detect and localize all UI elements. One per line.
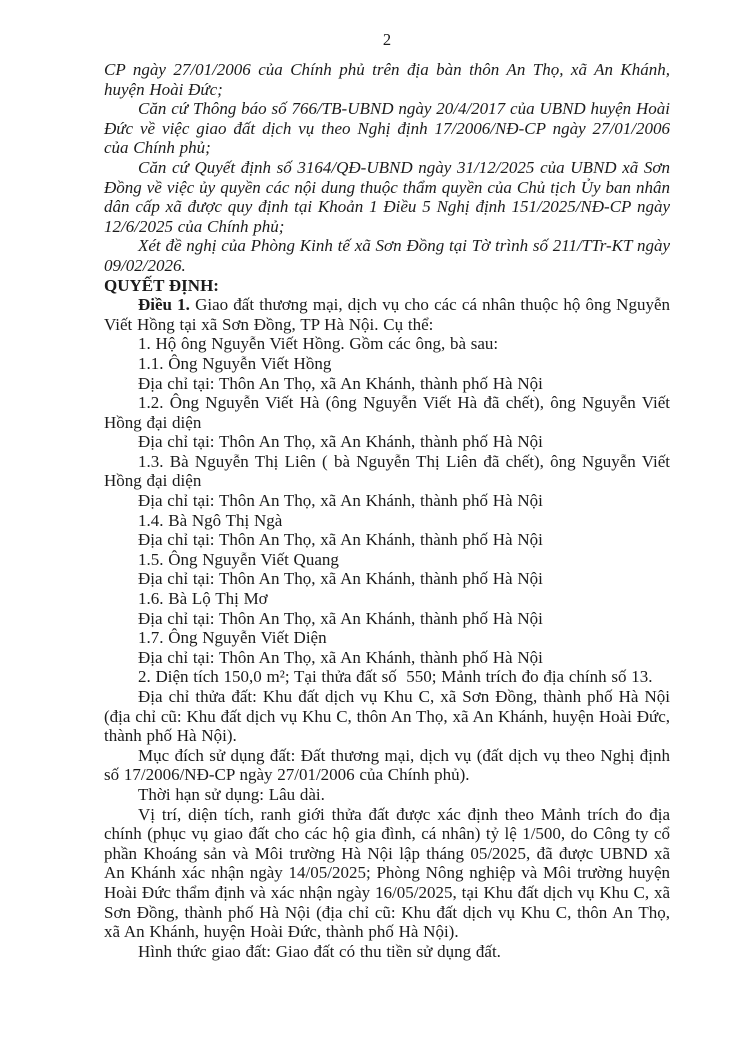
article-1-paragraph xyxy=(104,295,670,334)
preamble-citation-notice: Căn cứ Thông báo số 766/TB-UBND ngày 20/4/2017 của UBND huyện Hoài Đức về việc giao đất dịch vụ theo Nghị định 17/2006/NĐ-CP ngày 27/01/2006 của Chính phủ; xyxy=(104,99,670,158)
member-1-3-name: 1.3. Bà Nguyễn Thị Liên ( bà Nguyễn Thị Liên đã chết), ông Nguyễn Viết Hồng đại diện xyxy=(104,451,670,491)
parcel-area-info: 2. Diện tích 150,0 m²; Tại thửa đất số 550; Mảnh trích đo địa chính số 13. xyxy=(138,667,653,687)
preamble-continuation: CP ngày 27/01/2006 của Chính phủ trên địa bàn thôn An Thọ, xã An Khánh, huyện Hoài Đức; xyxy=(104,60,670,99)
land-use-purpose: Mục đích sử dụng đất: Đất thương mại, dịch vụ (đất dịch vụ theo Nghị định số 17/2006/NĐ-CP ngày 27/01/2006 của Chính phủ). xyxy=(104,745,670,785)
document-body xyxy=(104,60,670,961)
member-1-5-name: 1.5. Ông Nguyễn Viết Quang xyxy=(138,549,339,569)
member-1-4-name: 1.4. Bà Ngô Thị Ngà xyxy=(138,510,283,530)
member-1-6-address: Địa chỉ tại: Thôn An Thọ, xã An Khánh, thành phố Hà Nội xyxy=(138,608,543,628)
member-1-7-name: 1.7. Ông Nguyễn Viết Diện xyxy=(138,628,327,648)
preamble-citation-decision: Căn cứ Quyết định số 3164/QĐ-UBND ngày 31/12/2025 của UBND xã Sơn Đồng về việc ủy quyền các nội dung thuộc thẩm quyền của Chủ tịch Ủy ban nhân dân cấp xã được quy định tại Khoản 1 Điều 5 Nghị định 151/2025/NĐ-CP ngày 12/6/2025 của Chính phủ; xyxy=(104,157,670,236)
member-1-1-address: Địa chỉ tại: Thôn An Thọ, xã An Khánh, thành phố Hà Nội xyxy=(138,373,543,393)
member-1-4-address: Địa chỉ tại: Thôn An Thọ, xã An Khánh, thành phố Hà Nội xyxy=(138,530,543,550)
preamble-proposal: Xét đề nghị của Phòng Kinh tế xã Sơn Đồng tại Tờ trình số 211/TTr-KT ngày 09/02/2026. xyxy=(104,236,670,275)
member-1-2-address: Địa chỉ tại: Thôn An Thọ, xã An Khánh, thành phố Hà Nội xyxy=(138,432,543,452)
household-list-intro: 1. Hộ ông Nguyễn Viết Hồng. Gồm các ông, bà sau: xyxy=(138,334,499,354)
member-1-7-address: Địa chỉ tại: Thôn An Thọ, xã An Khánh, thành phố Hà Nội xyxy=(138,647,543,667)
decision-heading: QUYẾT ĐỊNH: xyxy=(104,275,219,295)
page-number: 2 xyxy=(382,30,392,49)
member-1-6-name: 1.6. Bà Lộ Thị Mơ xyxy=(138,589,268,609)
parcel-address: Địa chỉ thửa đất: Khu đất dịch vụ Khu C, xã Sơn Đồng, thành phố Hà Nội (địa chỉ cũ: Khu đất dịch vụ Khu C, thôn An Thọ, xã An Khánh, huyện Hoài Đức, thành phố Hà Nội). xyxy=(104,687,670,746)
article-1-label: Điều 1. xyxy=(138,295,190,315)
article-1-text: Giao đất thương mại, dịch vụ cho các cá nhân thuộc hộ ông Nguyễn Viết Hồng tại xã Sơn Đồng, TP Hà Nội. Cụ thể: xyxy=(104,295,670,334)
land-use-term: Thời hạn sử dụng: Lâu dài. xyxy=(138,784,325,804)
member-1-1-name: 1.1. Ông Nguyễn Viết Hồng xyxy=(138,353,332,373)
allocation-form: Hình thức giao đất: Giao đất có thu tiền sử dụng đất. xyxy=(138,941,501,961)
member-1-2-name: 1.2. Ông Nguyễn Viết Hà (ông Nguyễn Viết Hà đã chết), ông Nguyễn Viết Hồng đại diện xyxy=(104,393,670,432)
member-1-5-address: Địa chỉ tại: Thôn An Thọ, xã An Khánh, thành phố Hà Nội xyxy=(138,569,543,589)
location-boundary-info: Vị trí, diện tích, ranh giới thửa đất được xác định theo Mảnh trích đo địa chính (phục vụ giao đất cho các hộ gia đình, cá nhân) tỷ lệ 1/500, do Công ty cổ phần Khoáng sản và Môi trường Hà Nội lập tháng 05/2025, đã được UBND xã An Khánh xác nhận ngày 14/05/2025; Phòng Nông nghiệp và Môi trường huyện Hoài Đức thẩm định và xác nhận ngày 16/05/2025, tại Khu đất dịch vụ Khu C, xã Sơn Đồng, thành phố Hà Nội (địa chỉ cũ: Khu đất dịch vụ Khu C, thôn An Thọ, xã An Khánh, huyện Hoài Đức, thành phố Hà Nội). xyxy=(104,804,670,942)
member-1-3-address: Địa chỉ tại: Thôn An Thọ, xã An Khánh, thành phố Hà Nội xyxy=(138,491,543,511)
